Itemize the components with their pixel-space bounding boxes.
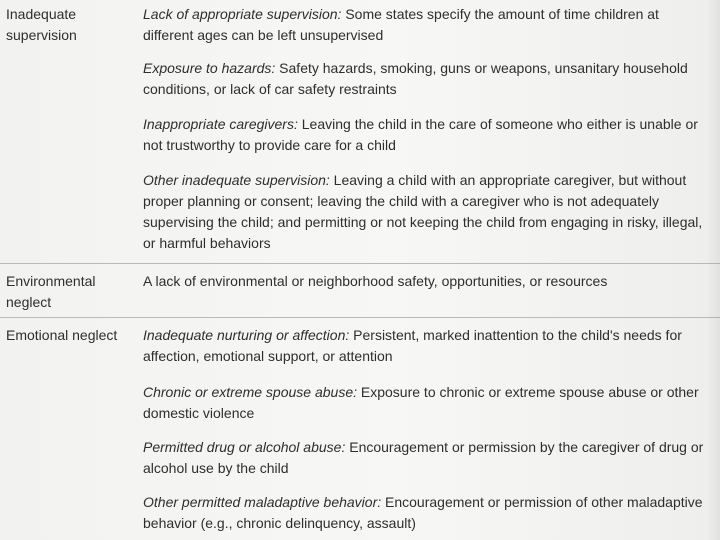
page-edge-shadow <box>706 0 720 540</box>
entry-term: Other permitted maladaptive behavior: <box>143 494 382 510</box>
category-environmental-neglect: Environmental neglect <box>6 273 96 310</box>
entry-text: Safety hazards, smoking, guns or weapons, unsanitary household conditions, or lack of car safety restraints <box>143 60 688 97</box>
entry-term: Exposure to hazards: <box>143 60 276 76</box>
entry-term: Chronic or extreme spouse abuse: <box>143 384 357 400</box>
category-inadequate-supervision: Inadequate supervision <box>6 6 77 43</box>
entry-term: Lack of appropriate supervision: <box>143 6 342 22</box>
entry-other-inadequate-supervision <box>143 170 711 254</box>
entry-permitted-drug-alcohol-abuse <box>143 437 711 479</box>
entry-term: Other inadequate supervision: <box>143 172 330 188</box>
entry-chronic-spouse-abuse <box>143 382 711 424</box>
entry-term: Permitted drug or alcohol abuse: <box>143 439 346 455</box>
entry-inappropriate-caregivers <box>143 114 711 156</box>
entry-text: A lack of environmental or neighborhood safety, opportunities, or resources <box>143 273 608 289</box>
entry-text: Encouragement or permission of other maladaptive behavior (e.g., chronic delinquency, assault) <box>143 494 703 531</box>
row-divider <box>0 263 720 264</box>
entry-lack-of-appropriate-supervision <box>143 4 711 46</box>
entry-other-permitted-maladaptive-behavior <box>143 492 711 534</box>
entry-text: Exposure to chronic or extreme spouse abuse or other domestic violence <box>143 384 699 421</box>
entry-text: Persistent, marked inattention to the child's needs for affection, emotional support, or attention <box>143 327 682 364</box>
entry-inadequate-nurturing <box>143 325 711 367</box>
entry-text: Leaving the child in the care of someone who either is unable or not trustworthy to provide care for a child <box>143 116 698 153</box>
row-divider <box>0 317 720 318</box>
entry-text: Encouragement or permission by the caregiver of drug or alcohol use by the child <box>143 439 704 476</box>
entry-text: Leaving a child with an appropriate caregiver, but without proper planning or consent; leaving the child with a caregiver who is not adequately supervising the child; and permitting or not keeping the child from engaging in risky, illegal, or harmful behaviors <box>143 172 703 251</box>
entry-environmental-neglect <box>143 271 711 292</box>
entry-exposure-to-hazards <box>143 58 711 100</box>
entry-term: Inadequate nurturing or affection: <box>143 327 350 343</box>
entry-text: Some states specify the amount of time children at different ages can be left unsupervised <box>143 6 659 43</box>
entry-term: Inappropriate caregivers: <box>143 116 298 132</box>
category-emotional-neglect: Emotional neglect <box>6 327 118 343</box>
